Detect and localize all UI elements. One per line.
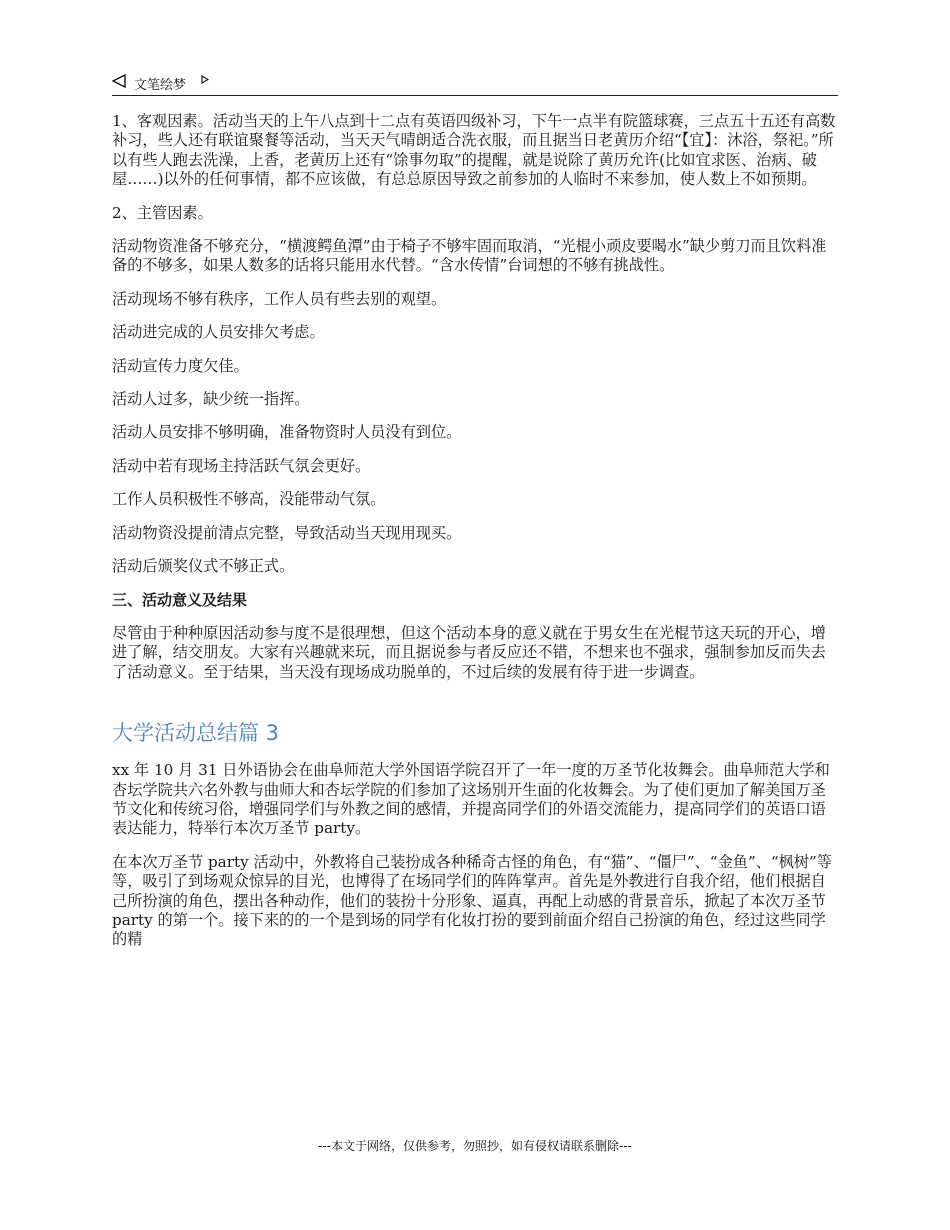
paragraph-materials: 活动物资准备不够充分，“横渡鳄鱼潭”由于椅子不够牢固而取消，“光棍小顽皮要喝水”缺少剪刀而且饮料准备的不够多，如果人数多的话将只能用水代替。“含水传情”台词想的不够有挑战性。	[112, 237, 827, 275]
paragraph-inventory: 活动物资没提前清点完整，导致活动当天现用现买。	[112, 523, 462, 542]
page-header	[112, 70, 838, 96]
section-heading: 大学活动总结篇 3	[112, 721, 280, 746]
paragraph-enthusiasm: 工作人员积极性不够高，没能带动气氛。	[112, 490, 386, 509]
triangle-right-icon	[201, 75, 209, 84]
paragraph-halloween-intro: xx 年 10 月 31 日外语协会在曲阜师范大学外国语学院召开了一年一度的万圣节化妆舞会。曲阜师范大学和杏坛学院共六名外教与曲师大和杏坛学院的们参加了这场别开生面的化妆舞会。为了使们更加了解美国万圣节文化和传统习俗，增强同学们与外教之间的感情，并提高同学们的外语交流能力，提高同学们的英语口语表达能力，特举行本次万圣节 party。	[112, 761, 830, 838]
paragraph-ceremony: 活动后颁奖仪式不够正式。	[112, 557, 295, 576]
section-title-significance: 三、活动意义及结果	[112, 590, 248, 609]
paragraph-arrangement: 活动人员安排不够明确，准备物资时人员没有到位。	[112, 423, 462, 442]
paragraph-halloween-event: 在本次万圣节 party 活动中，外教将自己装扮成各种稀奇古怪的角色，有“猫”、“僵尸”、“金鱼”、“枫树”等等，吸引了到场观众惊异的目光，也博得了在场同学们的阵阵掌声。首先是外教进行自我介绍，他们根据自己所扮演的角色，摆出各种动作，他们的装扮十分形象、逼真，再配上动感的背景音乐，掀起了本次万圣节 party 的第一个。接下来的的一个是到场的同学有化妆打扮的要到前面介绍自己扮演的角色，经过这些同学的精	[112, 852, 832, 949]
paragraph-staffing: 活动进完成的人员安排欠考虑。	[112, 323, 325, 342]
paragraph-command: 活动人过多，缺少统一指挥。	[112, 390, 310, 409]
header-title: 文笔绘梦	[134, 78, 187, 93]
page-footer: ---本文于网络，仅供参考，勿照抄，如有侵权请联系删除---	[318, 1139, 632, 1153]
document-body	[112, 112, 840, 964]
paragraph-significance: 尽管由于种种原因活动参与度不是很理想，但这个活动本身的意义就在于男女生在光棍节这天玩的开心，增进了解，结交朋友。大家有兴趣就来玩，而且据说参与者反应还不错，不想来也不强求，强制参加反而失去了活动意义。至于结果，当天没有现场成功脱单的，不过后续的发展有待于进一步调查。	[112, 623, 826, 681]
paragraph-host: 活动中若有现场主持活跃气氛会更好。	[112, 456, 371, 475]
paragraph-subjective-factors: 2、主管因素。	[112, 203, 213, 222]
paragraph-order: 活动现场不够有秩序，工作人员有些去别的观望。	[112, 289, 447, 308]
triangle-left-icon	[112, 74, 126, 88]
paragraph-publicity: 活动宣传力度欠佳。	[112, 356, 249, 375]
paragraph-objective-factors: 1、客观因素。活动当天的上午八点到十二点有英语四级补习，下午一点半有院篮球赛，三点五十五还有高数补习，些人还有联谊聚餐等活动，当天天气晴朗适合洗衣服，而且据当日老黄历介绍“【宜】：沐浴，祭祀。”所以有些人跑去洗澡，上香，老黄历上还有“馀事勿取”的提醒，就是说除了黄历允许(比如宜求医、治病、破屋……)以外的任何事情，都不应该做，有总总原因导致之前参加的人临时不来参加，使人数上不如预期。	[112, 112, 836, 189]
